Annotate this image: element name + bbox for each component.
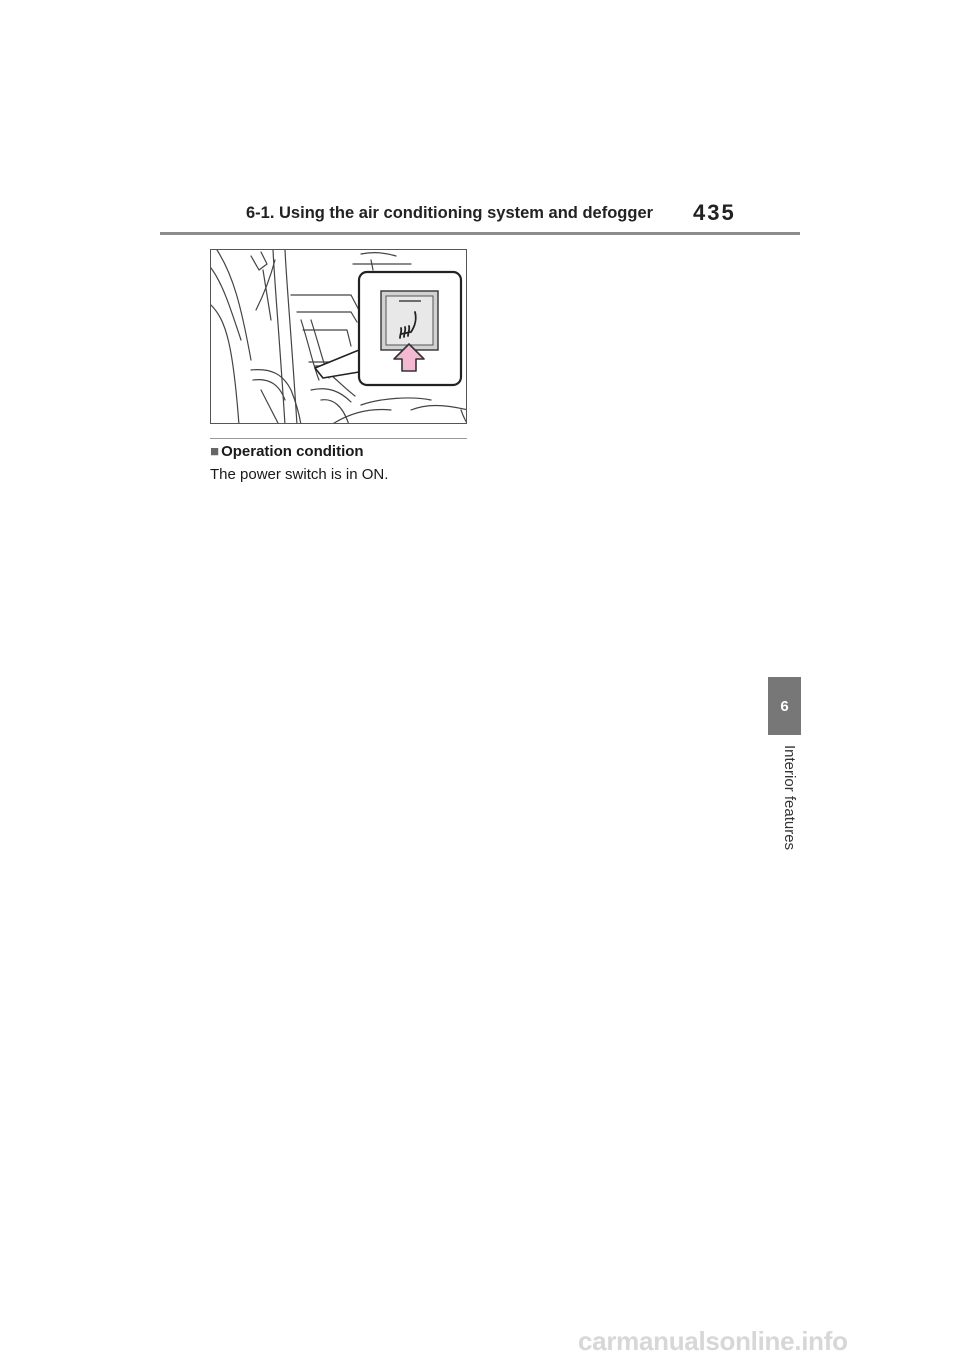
- section-body: The power switch is in ON.: [210, 466, 389, 483]
- interior-line-drawing: [211, 250, 467, 424]
- section-divider: [210, 438, 467, 439]
- section-bullet: ■: [210, 443, 220, 460]
- seat-heater-switch-figure: [210, 249, 467, 424]
- watermark: carmanualsonline.info: [578, 1326, 848, 1356]
- chapter-tab: [768, 677, 801, 735]
- header-rule: [160, 232, 800, 235]
- section-heading: [210, 443, 364, 460]
- section-title: 6-1. Using the air conditioning system and defogger: [246, 204, 654, 222]
- page-number: 435: [693, 200, 736, 225]
- chapter-number: 6: [780, 697, 789, 715]
- chapter-label: Interior features: [781, 745, 798, 851]
- section-heading-text: Operation condition: [221, 443, 364, 460]
